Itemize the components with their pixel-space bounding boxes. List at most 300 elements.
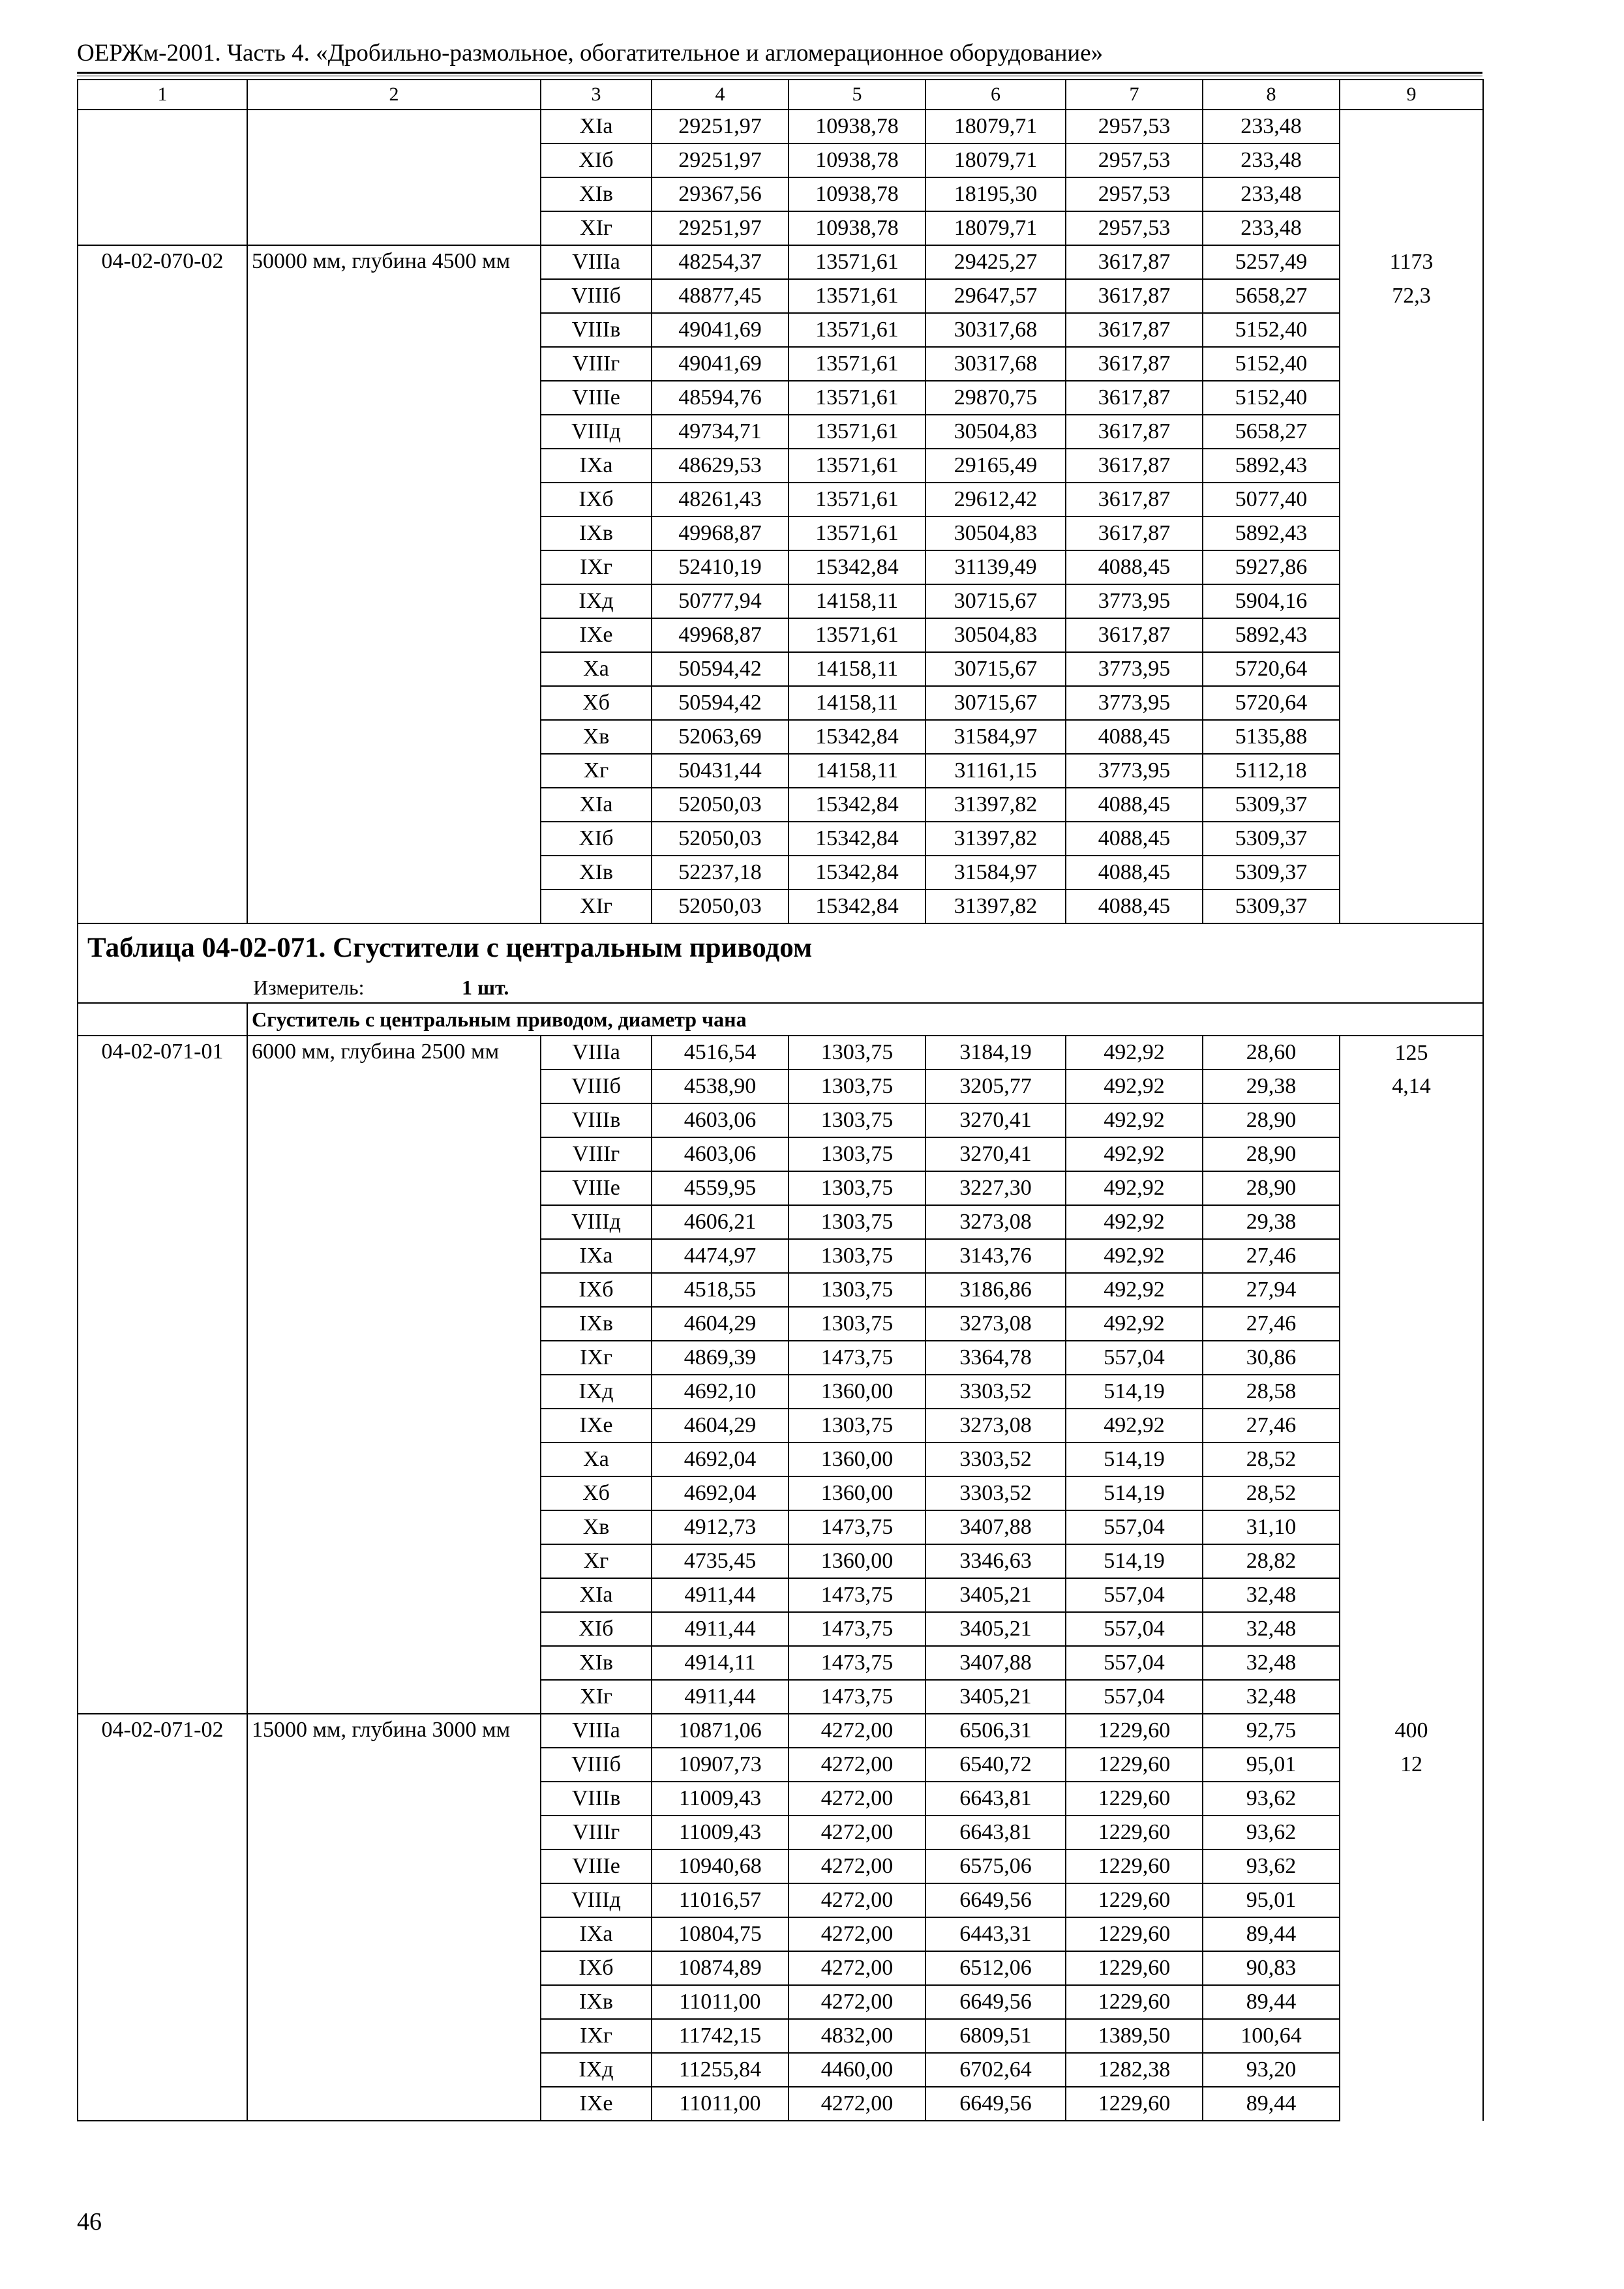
material-cost-cell: 27,46: [1203, 1239, 1340, 1273]
machine-cost-cell: 3405,21: [925, 1578, 1066, 1612]
machine-cost-cell: 31397,82: [925, 822, 1066, 856]
total-cost-cell: 11255,84: [652, 2053, 789, 2087]
material-cost-cell: 233,48: [1203, 143, 1340, 177]
machine-cost-cell: 29647,57: [925, 279, 1066, 313]
material-cost-cell: 28,90: [1203, 1171, 1340, 1205]
machine-cost-cell: 6443,31: [925, 1917, 1066, 1951]
labor-cost-cell: 4272,00: [789, 1917, 925, 1951]
material-cost-cell: 95,01: [1203, 1883, 1340, 1917]
total-cost-cell: 50594,42: [652, 686, 789, 720]
grade-cell: IXд: [541, 1375, 652, 1409]
total-cost-cell: 10907,73: [652, 1748, 789, 1782]
operator-wage-cell: 3617,87: [1066, 516, 1203, 550]
material-cost-cell: 5077,40: [1203, 483, 1340, 516]
machine-cost-cell: 3270,41: [925, 1137, 1066, 1171]
material-cost-cell: 93,20: [1203, 2053, 1340, 2087]
labor-cost-cell: 4272,00: [789, 1883, 925, 1917]
machine-cost-cell: 30504,83: [925, 618, 1066, 652]
machine-cost-cell: 3407,88: [925, 1510, 1066, 1544]
material-cost-cell: 5904,16: [1203, 584, 1340, 618]
labor-cost-cell: 10938,78: [789, 177, 925, 211]
machine-cost-cell: 18195,30: [925, 177, 1066, 211]
machine-cost-cell: 3303,52: [925, 1476, 1066, 1510]
operator-wage-cell: 1389,50: [1066, 2019, 1203, 2053]
material-cost-cell: 5152,40: [1203, 313, 1340, 347]
grade-cell: VIIIв: [541, 1103, 652, 1137]
material-cost-cell: 32,48: [1203, 1680, 1340, 1714]
operator-wage-cell: 1229,60: [1066, 2087, 1203, 2121]
total-cost-cell: 49734,71: [652, 415, 789, 449]
table-row: [78, 110, 1483, 143]
grade-cell: IXв: [541, 1307, 652, 1341]
total-cost-cell: 11016,57: [652, 1883, 789, 1917]
machine-cost-cell: 3186,86: [925, 1273, 1066, 1307]
total-cost-cell: 48261,43: [652, 483, 789, 516]
total-cost-cell: 48594,76: [652, 381, 789, 415]
column-number-4: 4: [652, 80, 789, 110]
total-cost-cell: 52050,03: [652, 890, 789, 923]
machine-cost-cell: 18079,71: [925, 110, 1066, 143]
machine-cost-cell: 6512,06: [925, 1951, 1066, 1985]
machine-cost-cell: 3273,08: [925, 1307, 1066, 1341]
machine-cost-cell: 31397,82: [925, 788, 1066, 822]
machine-cost-cell: 6540,72: [925, 1748, 1066, 1782]
machine-cost-cell: 3405,21: [925, 1680, 1066, 1714]
grade-cell: XIв: [541, 856, 652, 890]
grade-cell: XIг: [541, 890, 652, 923]
material-cost-cell: 100,64: [1203, 2019, 1340, 2053]
material-cost-cell: 5152,40: [1203, 347, 1340, 381]
machine-cost-cell: 6702,64: [925, 2053, 1066, 2087]
grade-cell: VIIIб: [541, 1748, 652, 1782]
total-cost-cell: 4869,39: [652, 1341, 789, 1375]
material-cost-cell: 5309,37: [1203, 788, 1340, 822]
grade-cell: IXб: [541, 1273, 652, 1307]
machine-cost-cell: 29425,27: [925, 245, 1066, 279]
operator-wage-cell: 3617,87: [1066, 245, 1203, 279]
total-cost-cell: 11011,00: [652, 1985, 789, 2019]
machine-cost-cell: 3364,78: [925, 1341, 1066, 1375]
material-cost-cell: 28,60: [1203, 1036, 1340, 1070]
machine-cost-cell: 30504,83: [925, 415, 1066, 449]
material-cost-cell: 27,46: [1203, 1307, 1340, 1341]
material-cost-cell: 5720,64: [1203, 686, 1340, 720]
extra-value-cell: 12: [1340, 1748, 1483, 1782]
labor-cost-cell: 1303,75: [789, 1307, 925, 1341]
measure-cell: [78, 972, 1483, 1003]
labor-cost-cell: 1360,00: [789, 1544, 925, 1578]
operator-wage-cell: 4088,45: [1066, 550, 1203, 584]
grade-cell: IXа: [541, 1917, 652, 1951]
machine-cost-cell: 3143,76: [925, 1239, 1066, 1273]
total-cost-cell: 4911,44: [652, 1578, 789, 1612]
operator-wage-cell: 4088,45: [1066, 890, 1203, 923]
grade-cell: XIа: [541, 110, 652, 143]
total-cost-cell: 52410,19: [652, 550, 789, 584]
material-cost-cell: 29,38: [1203, 1205, 1340, 1239]
operator-wage-cell: 1229,60: [1066, 1883, 1203, 1917]
material-cost-cell: 95,01: [1203, 1748, 1340, 1782]
operator-wage-cell: 3617,87: [1066, 381, 1203, 415]
grade-cell: IXе: [541, 2087, 652, 2121]
machine-cost-cell: 3273,08: [925, 1409, 1066, 1443]
operator-wage-cell: 3773,95: [1066, 652, 1203, 686]
material-cost-cell: 5112,18: [1203, 754, 1340, 788]
total-cost-cell: 4603,06: [652, 1137, 789, 1171]
labor-cost-cell: 13571,61: [789, 516, 925, 550]
total-cost-cell: 50431,44: [652, 754, 789, 788]
total-cost-cell: 29367,56: [652, 177, 789, 211]
material-cost-cell: 89,44: [1203, 1917, 1340, 1951]
labor-cost-cell: 4272,00: [789, 1816, 925, 1849]
grade-cell: VIIIг: [541, 347, 652, 381]
labor-cost-cell: 13571,61: [789, 245, 925, 279]
material-cost-cell: 5309,37: [1203, 856, 1340, 890]
machine-cost-cell: 6643,81: [925, 1816, 1066, 1849]
machine-cost-cell: 6506,31: [925, 1714, 1066, 1748]
operator-wage-cell: 3773,95: [1066, 584, 1203, 618]
material-cost-cell: 5892,43: [1203, 449, 1340, 483]
name-cell: 50000 мм, глубина 4500 мм: [247, 245, 541, 923]
grade-cell: VIIIе: [541, 1171, 652, 1205]
grade-cell: XIб: [541, 143, 652, 177]
labor-cost-cell: 13571,61: [789, 347, 925, 381]
labor-cost-cell: 4272,00: [789, 1985, 925, 2019]
material-cost-cell: 32,48: [1203, 1612, 1340, 1646]
total-cost-cell: 4559,95: [652, 1171, 789, 1205]
total-cost-cell: 4735,45: [652, 1544, 789, 1578]
code-cell: 04-02-071-01: [78, 1036, 247, 1714]
operator-wage-cell: 1229,60: [1066, 1816, 1203, 1849]
labor-cost-cell: 15342,84: [789, 720, 925, 754]
table-row: [78, 1714, 1483, 1748]
total-cost-cell: 29251,97: [652, 110, 789, 143]
material-cost-cell: 90,83: [1203, 1951, 1340, 1985]
labor-cost-cell: 13571,61: [789, 449, 925, 483]
operator-wage-cell: 3617,87: [1066, 415, 1203, 449]
labor-cost-cell: 1473,75: [789, 1680, 925, 1714]
extra-value-cell: 72,3: [1340, 279, 1483, 313]
labor-cost-cell: 4272,00: [789, 1782, 925, 1816]
labor-cost-cell: 10938,78: [789, 143, 925, 177]
subheading: Сгуститель с центральным приводом, диаметр чана: [247, 1003, 1483, 1036]
page-number: 46: [77, 2208, 102, 2236]
machine-cost-cell: 31161,15: [925, 754, 1066, 788]
labor-cost-cell: 1303,75: [789, 1103, 925, 1137]
operator-wage-cell: 492,92: [1066, 1307, 1203, 1341]
grade-cell: Xг: [541, 754, 652, 788]
grade-cell: IXб: [541, 1951, 652, 1985]
total-cost-cell: 4604,29: [652, 1409, 789, 1443]
extra-cell: [1340, 313, 1483, 923]
operator-wage-cell: 492,92: [1066, 1205, 1203, 1239]
labor-cost-cell: 1473,75: [789, 1510, 925, 1544]
operator-wage-cell: 492,92: [1066, 1171, 1203, 1205]
material-cost-cell: 5135,88: [1203, 720, 1340, 754]
total-cost-cell: 4912,73: [652, 1510, 789, 1544]
rates-table-body: [78, 80, 1483, 2121]
total-cost-cell: 4518,55: [652, 1273, 789, 1307]
labor-cost-cell: 15342,84: [789, 890, 925, 923]
labor-cost-cell: 1360,00: [789, 1375, 925, 1409]
material-cost-cell: 32,48: [1203, 1578, 1340, 1612]
machine-cost-cell: 3405,21: [925, 1612, 1066, 1646]
material-cost-cell: 29,38: [1203, 1070, 1340, 1103]
extra-value-cell: 125: [1340, 1036, 1483, 1070]
grade-cell: VIIIд: [541, 415, 652, 449]
total-cost-cell: 10874,89: [652, 1951, 789, 1985]
operator-wage-cell: 514,19: [1066, 1375, 1203, 1409]
total-cost-cell: 4692,04: [652, 1443, 789, 1476]
column-number-row: [78, 80, 1483, 110]
grade-cell: VIIIб: [541, 1070, 652, 1103]
extra-cell: [1340, 1103, 1483, 1714]
machine-cost-cell: 6575,06: [925, 1849, 1066, 1883]
operator-wage-cell: 3617,87: [1066, 313, 1203, 347]
name-cell: 15000 мм, глубина 3000 мм: [247, 1714, 541, 2121]
extra-cell: [1340, 110, 1483, 245]
table-title: Таблица 04-02-071. Сгустители с центральным приводом: [78, 923, 1483, 972]
grade-cell: IXе: [541, 618, 652, 652]
grade-cell: VIIIв: [541, 313, 652, 347]
operator-wage-cell: 1282,38: [1066, 2053, 1203, 2087]
operator-wage-cell: 2957,53: [1066, 177, 1203, 211]
total-cost-cell: 4474,97: [652, 1239, 789, 1273]
grade-cell: VIIIа: [541, 1714, 652, 1748]
grade-cell: Xа: [541, 1443, 652, 1476]
operator-wage-cell: 492,92: [1066, 1409, 1203, 1443]
machine-cost-cell: 29165,49: [925, 449, 1066, 483]
material-cost-cell: 89,44: [1203, 2087, 1340, 2121]
extra-value-cell: 400: [1340, 1714, 1483, 1748]
machine-cost-cell: 6643,81: [925, 1782, 1066, 1816]
grade-cell: XIв: [541, 177, 652, 211]
grade-cell: VIIIг: [541, 1816, 652, 1849]
total-cost-cell: 50594,42: [652, 652, 789, 686]
code-cell: 04-02-071-02: [78, 1714, 247, 2121]
total-cost-cell: 11742,15: [652, 2019, 789, 2053]
operator-wage-cell: 514,19: [1066, 1443, 1203, 1476]
extra-cell: [1340, 1782, 1483, 2121]
total-cost-cell: 11009,43: [652, 1782, 789, 1816]
total-cost-cell: 11009,43: [652, 1816, 789, 1849]
column-number-7: 7: [1066, 80, 1203, 110]
operator-wage-cell: 3617,87: [1066, 449, 1203, 483]
material-cost-cell: 28,90: [1203, 1137, 1340, 1171]
grade-cell: IXд: [541, 584, 652, 618]
grade-cell: Xб: [541, 1476, 652, 1510]
material-cost-cell: 27,94: [1203, 1273, 1340, 1307]
measure-row: [78, 972, 1483, 1003]
material-cost-cell: 28,58: [1203, 1375, 1340, 1409]
operator-wage-cell: 1229,60: [1066, 1951, 1203, 1985]
labor-cost-cell: 13571,61: [789, 483, 925, 516]
labor-cost-cell: 4272,00: [789, 1748, 925, 1782]
total-cost-cell: 49968,87: [652, 516, 789, 550]
operator-wage-cell: 492,92: [1066, 1137, 1203, 1171]
column-number-8: 8: [1203, 80, 1340, 110]
total-cost-cell: 49968,87: [652, 618, 789, 652]
material-cost-cell: 233,48: [1203, 110, 1340, 143]
name-cell: 6000 мм, глубина 2500 мм: [247, 1036, 541, 1714]
material-cost-cell: 5658,27: [1203, 415, 1340, 449]
material-cost-cell: 5257,49: [1203, 245, 1340, 279]
total-cost-cell: 52063,69: [652, 720, 789, 754]
material-cost-cell: 233,48: [1203, 177, 1340, 211]
operator-wage-cell: 3773,95: [1066, 754, 1203, 788]
labor-cost-cell: 14158,11: [789, 754, 925, 788]
page-header: ОЕРЖм-2001. Часть 4. «Дробильно-размольное, обогатительное и агломерационное оборудование»: [77, 38, 1482, 74]
total-cost-cell: 4911,44: [652, 1680, 789, 1714]
labor-cost-cell: 1303,75: [789, 1205, 925, 1239]
labor-cost-cell: 1303,75: [789, 1070, 925, 1103]
grade-cell: XIг: [541, 211, 652, 245]
operator-wage-cell: 557,04: [1066, 1680, 1203, 1714]
total-cost-cell: 11011,00: [652, 2087, 789, 2121]
column-number-9: 9: [1340, 80, 1483, 110]
operator-wage-cell: 3617,87: [1066, 347, 1203, 381]
machine-cost-cell: 3303,52: [925, 1443, 1066, 1476]
grade-cell: VIIIа: [541, 1036, 652, 1070]
material-cost-cell: 32,48: [1203, 1646, 1340, 1680]
table-row: [78, 245, 1483, 279]
machine-cost-cell: 18079,71: [925, 143, 1066, 177]
material-cost-cell: 27,46: [1203, 1409, 1340, 1443]
labor-cost-cell: 10938,78: [789, 110, 925, 143]
total-cost-cell: 48629,53: [652, 449, 789, 483]
table-title-row: [78, 923, 1483, 972]
material-cost-cell: 93,62: [1203, 1816, 1340, 1849]
operator-wage-cell: 4088,45: [1066, 822, 1203, 856]
grade-cell: Xв: [541, 720, 652, 754]
operator-wage-cell: 4088,45: [1066, 788, 1203, 822]
grade-cell: IXг: [541, 2019, 652, 2053]
grade-cell: VIIIа: [541, 245, 652, 279]
material-cost-cell: 92,75: [1203, 1714, 1340, 1748]
labor-cost-cell: 4272,00: [789, 2087, 925, 2121]
code-cell: 04-02-070-02: [78, 245, 247, 923]
total-cost-cell: 4538,90: [652, 1070, 789, 1103]
operator-wage-cell: 1229,60: [1066, 1985, 1203, 2019]
machine-cost-cell: 31584,97: [925, 720, 1066, 754]
material-cost-cell: 5152,40: [1203, 381, 1340, 415]
labor-cost-cell: 1473,75: [789, 1341, 925, 1375]
labor-cost-cell: 1303,75: [789, 1273, 925, 1307]
operator-wage-cell: 1229,60: [1066, 1782, 1203, 1816]
total-cost-cell: 4603,06: [652, 1103, 789, 1137]
total-cost-cell: 49041,69: [652, 313, 789, 347]
name-cell: [247, 110, 541, 245]
total-cost-cell: 4516,54: [652, 1036, 789, 1070]
total-cost-cell: 10940,68: [652, 1849, 789, 1883]
material-cost-cell: 28,52: [1203, 1476, 1340, 1510]
machine-cost-cell: 18079,71: [925, 211, 1066, 245]
total-cost-cell: 29251,97: [652, 211, 789, 245]
operator-wage-cell: 4088,45: [1066, 720, 1203, 754]
machine-cost-cell: 6649,56: [925, 2087, 1066, 2121]
machine-cost-cell: 30504,83: [925, 516, 1066, 550]
labor-cost-cell: 13571,61: [789, 313, 925, 347]
operator-wage-cell: 4088,45: [1066, 856, 1203, 890]
machine-cost-cell: 30715,67: [925, 686, 1066, 720]
column-number-5: 5: [789, 80, 925, 110]
labor-cost-cell: 14158,11: [789, 584, 925, 618]
extra-value-cell: 1173: [1340, 245, 1483, 279]
grade-cell: XIб: [541, 1612, 652, 1646]
total-cost-cell: 10804,75: [652, 1917, 789, 1951]
grade-cell: IXа: [541, 449, 652, 483]
operator-wage-cell: 1229,60: [1066, 1849, 1203, 1883]
column-number-2: 2: [247, 80, 541, 110]
grade-cell: XIа: [541, 1578, 652, 1612]
labor-cost-cell: 1360,00: [789, 1476, 925, 1510]
machine-cost-cell: 31397,82: [925, 890, 1066, 923]
labor-cost-cell: 13571,61: [789, 618, 925, 652]
labor-cost-cell: 4272,00: [789, 1951, 925, 1985]
labor-cost-cell: 1303,75: [789, 1137, 925, 1171]
code-cell: [78, 110, 247, 245]
machine-cost-cell: 6649,56: [925, 1883, 1066, 1917]
operator-wage-cell: 3617,87: [1066, 483, 1203, 516]
labor-cost-cell: 13571,61: [789, 279, 925, 313]
grade-cell: IXг: [541, 550, 652, 584]
material-cost-cell: 5720,64: [1203, 652, 1340, 686]
labor-cost-cell: 1473,75: [789, 1646, 925, 1680]
operator-wage-cell: 492,92: [1066, 1036, 1203, 1070]
material-cost-cell: 89,44: [1203, 1985, 1340, 2019]
machine-cost-cell: 30715,67: [925, 652, 1066, 686]
machine-cost-cell: 3303,52: [925, 1375, 1066, 1409]
material-cost-cell: 5892,43: [1203, 516, 1340, 550]
grade-cell: VIIIе: [541, 1849, 652, 1883]
measure-value: 1 шт.: [462, 976, 509, 999]
material-cost-cell: 31,10: [1203, 1510, 1340, 1544]
operator-wage-cell: 2957,53: [1066, 110, 1203, 143]
labor-cost-cell: 14158,11: [789, 652, 925, 686]
total-cost-cell: 50777,94: [652, 584, 789, 618]
material-cost-cell: 233,48: [1203, 211, 1340, 245]
material-cost-cell: 5658,27: [1203, 279, 1340, 313]
operator-wage-cell: 3617,87: [1066, 618, 1203, 652]
operator-wage-cell: 3617,87: [1066, 279, 1203, 313]
total-cost-cell: 52050,03: [652, 788, 789, 822]
total-cost-cell: 4606,21: [652, 1205, 789, 1239]
total-cost-cell: 49041,69: [652, 347, 789, 381]
operator-wage-cell: 557,04: [1066, 1510, 1203, 1544]
rates-table: [77, 79, 1484, 2121]
machine-cost-cell: 31139,49: [925, 550, 1066, 584]
labor-cost-cell: 15342,84: [789, 822, 925, 856]
material-cost-cell: 93,62: [1203, 1849, 1340, 1883]
total-cost-cell: 4914,11: [652, 1646, 789, 1680]
total-cost-cell: 48877,45: [652, 279, 789, 313]
grade-cell: Xа: [541, 652, 652, 686]
grade-cell: Xг: [541, 1544, 652, 1578]
subheading-row: [78, 1003, 1483, 1036]
machine-cost-cell: 30317,68: [925, 313, 1066, 347]
material-cost-cell: 5309,37: [1203, 822, 1340, 856]
grade-cell: VIIIб: [541, 279, 652, 313]
column-number-3: 3: [541, 80, 652, 110]
subheading-spacer: [78, 1003, 247, 1036]
operator-wage-cell: 557,04: [1066, 1341, 1203, 1375]
grade-cell: Xб: [541, 686, 652, 720]
labor-cost-cell: 4832,00: [789, 2019, 925, 2053]
labor-cost-cell: 4460,00: [789, 2053, 925, 2087]
operator-wage-cell: 1229,60: [1066, 1714, 1203, 1748]
operator-wage-cell: 514,19: [1066, 1544, 1203, 1578]
labor-cost-cell: 4272,00: [789, 1714, 925, 1748]
